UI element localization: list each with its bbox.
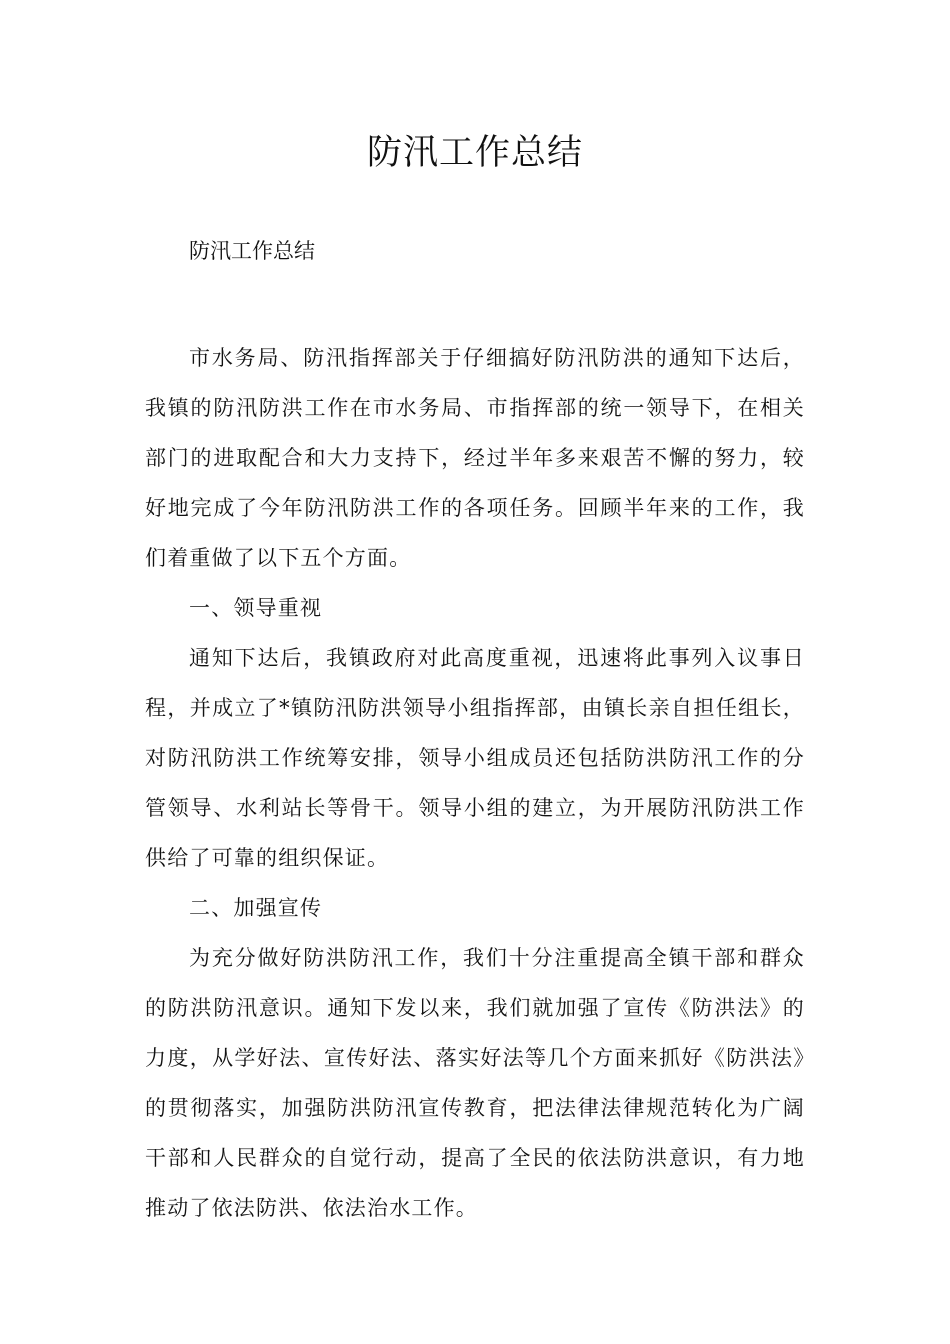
paragraph-leadership: 通知下达后，我镇政府对此高度重视，迅速将此事列入议事日程，并成立了*镇防汛防洪领导小组指挥部，由镇长亲自担任组长，对防汛防洪工作统筹安排，领导小组成员还包括防洪防汛工作的分管领导、水利站长等骨干。领导小组的建立，为开展防汛防洪工作供给了可靠的组织保证。 <box>145 646 805 870</box>
paragraph-intro: 市水务局、防汛指挥部关于仔细搞好防汛防洪的通知下达后，我镇的防汛防洪工作在市水务局、市指挥部的统一领导下，在相关部门的进取配合和大力支持下，经过半年多来艰苦不懈的努力，较好地完成了今年防汛防洪工作的各项任务。回顾半年来的工作，我们着重做了以下五个方面。 <box>145 346 805 570</box>
section-heading-leadership: 一、领导重视 <box>189 596 323 620</box>
section-heading-publicity: 二、加强宣传 <box>189 896 323 920</box>
paragraph-publicity: 为充分做好防洪防汛工作，我们十分注重提高全镇干部和群众的防洪防汛意识。通知下发以来，我们就加强了宣传《防洪法》的力度，从学好法、宣传好法、落实好法等几个方面来抓好《防洪法》的贯彻落实，加强防洪防汛宣传教育，把法律法律规范转化为广阔干部和人民群众的自觉行动，提高了全民的依法防洪意识，有力地推动了依法防洪、依法治水工作。 <box>145 946 805 1220</box>
document-title: 防汛工作总结 <box>366 133 583 173</box>
document-subtitle: 防汛工作总结 <box>189 239 315 263</box>
document-body <box>145 333 805 1233</box>
